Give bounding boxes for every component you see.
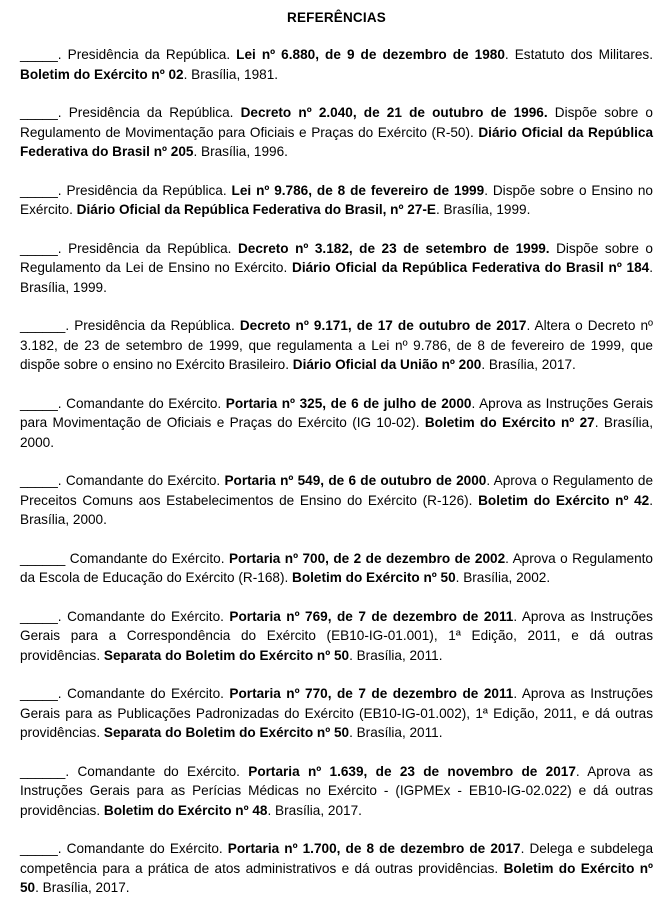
reference-text: . Aprova as Instruções Gerais para Movimentação de Oficiais e Praças do Exército (IG 10-02). — [20, 395, 654, 430]
reference-text: . Estatuto dos Militares. — [504, 47, 653, 62]
reference-text: _____. Comandante do Exército. — [20, 841, 228, 856]
reference-text: . Brasília, 1999. — [435, 202, 531, 217]
reference-bold-text: Portaria nº 1.639, de 23 de novembro de 2017 — [248, 763, 576, 779]
reference-text: . Delega e subdelega competência para a prática de atos administrativos e dá outras providências. — [20, 841, 654, 876]
reference-bold-text: Portaria nº 700, de 2 de dezembro de 2002 — [228, 550, 506, 566]
reference-text: . Brasília, 2002. — [455, 570, 551, 585]
reference-bold-text: Portaria nº 769, de 7 de dezembro de 2011 — [229, 608, 514, 624]
reference-bold-text: Decreto nº 2.040, de 21 de outubro de 1996. — [240, 105, 548, 120]
reference-text: _____. Comandante do Exército. — [20, 686, 230, 701]
reference-text: _____. Presidência da República. — [20, 47, 237, 62]
reference-bold-text: Separata do Boletim do Exército nº 50 — [103, 647, 350, 663]
reference-text: ______ Comandante do Exército. — [20, 550, 229, 566]
reference-text: _____. Presidência da República. — [20, 240, 238, 256]
reference-bold-text: Portaria nº 549, de 6 de outubro de 2000 — [224, 473, 487, 488]
reference-bold-text: Diário Oficial da República Federativa do Brasil, nº 27-E — [76, 202, 436, 217]
reference-entry — [20, 316, 653, 375]
reference-entry — [20, 471, 653, 530]
reference-text: Dispõe sobre o Regulamento da Lei de Ensino no Exército. — [20, 240, 653, 275]
reference-bold-text: Portaria nº 325, de 6 de julho de 2000 — [225, 395, 472, 411]
reference-bold-text: Boletim do Exército nº 42 — [478, 492, 650, 508]
reference-bold-text: Decreto nº 9.171, de 17 de outubro de 2017 — [239, 318, 527, 333]
reference-text: _____. Presidência da República. — [20, 105, 241, 120]
reference-text: . Brasília, 2017. — [35, 880, 130, 895]
reference-bold-text: Portaria nº 770, de 7 de dezembro de 2011 — [229, 686, 514, 701]
reference-text: . Brasília, 2017. — [481, 357, 576, 372]
reference-text: . Dispõe sobre o Ensino no Exército. — [20, 182, 653, 217]
reference-text: . Aprova as Instruções Gerais para as Perícias Médicas no Exército - (IGPMEx - EB10-IG-02.022) e dá outras providências. — [20, 763, 653, 818]
reference-text: . Aprova as Instruções Gerais para a Correspondência do Exército (EB10-IG-01.001), 1ª Edição, 2011, e dá outras providências. — [20, 608, 653, 663]
reference-text: _____. Presidência da República. — [20, 182, 232, 198]
reference-list — [20, 45, 653, 898]
reference-text: . Brasília, 1981. — [183, 66, 279, 82]
reference-text: . Brasília, 1999. — [20, 260, 653, 295]
reference-bold-text: Boletim do Exército nº 27 — [424, 415, 595, 430]
reference-entry — [20, 684, 653, 743]
reference-bold-text: Boletim do Exército nº 02 — [20, 66, 184, 82]
reference-bold-text: Decreto nº 3.182, de 23 de setembro de 1999. — [237, 240, 550, 256]
reference-text: Dispõe sobre o Regulamento de Movimentação para Oficiais e Praças do Exército (R-50). — [20, 105, 653, 140]
reference-text: _____. Comandante do Exército. — [20, 395, 226, 411]
reference-bold-text: Diário Oficial da República Federativa do Brasil nº 184 — [292, 260, 650, 275]
reference-entry — [20, 607, 653, 666]
page-title: REFERÊNCIAS — [287, 10, 386, 25]
reference-bold-text: Portaria nº 1.700, de 8 de dezembro de 2017 — [227, 841, 521, 856]
reference-entry — [20, 45, 653, 84]
reference-text: . Brasília, 2000. — [20, 415, 653, 450]
reference-entry — [20, 181, 653, 220]
reference-bold-text: Boletim do Exército nº 50 — [20, 860, 654, 895]
reference-entry — [20, 103, 653, 162]
reference-text: . Brasília, 2011. — [349, 647, 443, 663]
reference-bold-text: Lei nº 6.880, de 9 de dezembro de 1980 — [236, 47, 505, 62]
reference-entry — [20, 839, 653, 898]
reference-bold-text: Separata do Boletim do Exército nº 50 — [103, 725, 350, 740]
reference-entry — [20, 394, 653, 453]
reference-text: _____. Comandante do Exército. — [20, 608, 230, 624]
reference-bold-text: Boletim do Exército nº 50 — [292, 570, 456, 585]
reference-text: . Brasília, 2017. — [267, 802, 362, 818]
reference-entry — [20, 549, 653, 588]
reference-text: . Aprova o Regulamento de Preceitos Comuns aos Estabelecimentos de Ensino do Exército (R-126). — [20, 473, 654, 508]
reference-text: . Brasília, 1996. — [193, 144, 288, 159]
reference-bold-text: Lei nº 9.786, de 8 de fevereiro de 1999 — [231, 182, 485, 198]
reference-text: ______. Presidência da República. — [20, 318, 240, 333]
reference-text: . Brasília, 2011. — [349, 725, 443, 740]
reference-bold-text: Boletim do Exército nº 48 — [103, 802, 268, 818]
reference-bold-text: Diário Oficial da República Federativa do Brasil nº 205 — [20, 124, 654, 159]
reference-text: . Altera o Decreto nº 3.182, de 23 de setembro de 1999, que regulamenta a Lei nº 9.786, de 8 de fevereiro de 1999, que dispõe sobre o ensino no Exército Brasileiro. — [20, 318, 653, 372]
reference-entry — [20, 239, 653, 298]
reference-text: ______. Comandante do Exército. — [20, 763, 249, 779]
reference-text: . Brasília, 2000. — [20, 492, 653, 527]
reference-text: . Aprova o Regulamento da Escola de Educação do Exército (R-168). — [20, 550, 653, 585]
reference-entry — [20, 762, 653, 821]
reference-text: _____. Comandante do Exército. — [20, 473, 225, 488]
reference-bold-text: Diário Oficial da União nº 200 — [292, 357, 482, 372]
reference-text: . Aprova as Instruções Gerais para as Publicações Padronizadas do Exército (EB10-IG-01.002), 1ª Edição, 2011, e dá outras providências. — [20, 686, 653, 740]
